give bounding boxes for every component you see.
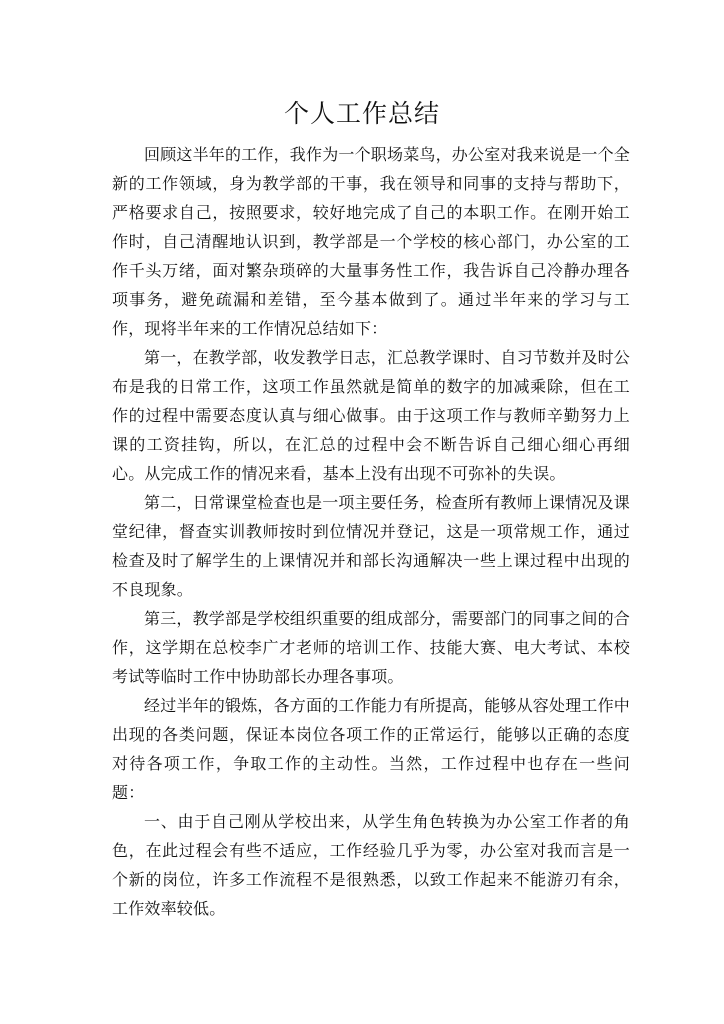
paragraph-first: 第一，在教学部，收发教学日志，汇总教学课时、自习节数并及时公布是我的日常工作，这项工作虽然就是简单的数字的加减乘除，但在工作的过程中需要态度认真与细心做事。由于这项工作与教师辛勤努力上课的工资挂钩，所以，在汇总的过程中会不断告诉自己细心细心再细心。从完成工作的情况来看，基本上没有出现不可弥补的失误。: [112, 348, 631, 483]
paragraph-intro: 回顾这半年的工作，我作为一个职场菜鸟，办公室对我来说是一个全新的工作领域，身为教学部的干事，我在领导和同事的支持与帮助下，严格要求自己，按照要求，较好地完成了自己的本职工作。在刚开始工作时，自己清醒地认识到，教学部是一个学校的核心部门，办公室的工作千头万绪，面对繁杂琐碎的大量事务性工作，我告诉自己冷静办理各项事务，避免疏漏和差错，至今基本做到了。通过半年来的学习与工作，现将半年来的工作情况总结如下：: [112, 145, 631, 338]
document-body: [112, 140, 630, 923]
paragraph-third: 第三，教学部是学校组织重要的组成部分，需要部门的同事之间的合作，这学期在总校李广才老师的培训工作、技能大赛、电大考试、本校考试等临时工作中协助部长办理各事项。: [112, 609, 631, 686]
paragraph-second: 第二，日常课堂检查也是一项主要任务，检查所有教师上课情况及课堂纪律，督查实训教师按时到位情况并登记，这是一项常规工作，通过检查及时了解学生的上课情况并和部长沟通解决一些上课过程中出现的不良现象。: [112, 493, 631, 599]
paragraph-problem-one: 一、由于自己刚从学校出来，从学生角色转换为办公室工作者的角色，在此过程会有些不适应，工作经验几乎为零，办公室对我而言是一个新的岗位，许多工作流程不是很熟悉，以致工作起来不能游刃有余，工作效率较低。: [112, 812, 630, 918]
document-title: 个人工作总结: [283, 99, 440, 128]
paragraph-summary: 经过半年的锻炼，各方面的工作能力有所提高，能够从容处理工作中出现的各类问题，保证本岗位各项工作的正常运行，能够以正确的态度对待各项工作，争取工作的主动性。当然，工作过程中也存在一些问题：: [112, 696, 631, 802]
